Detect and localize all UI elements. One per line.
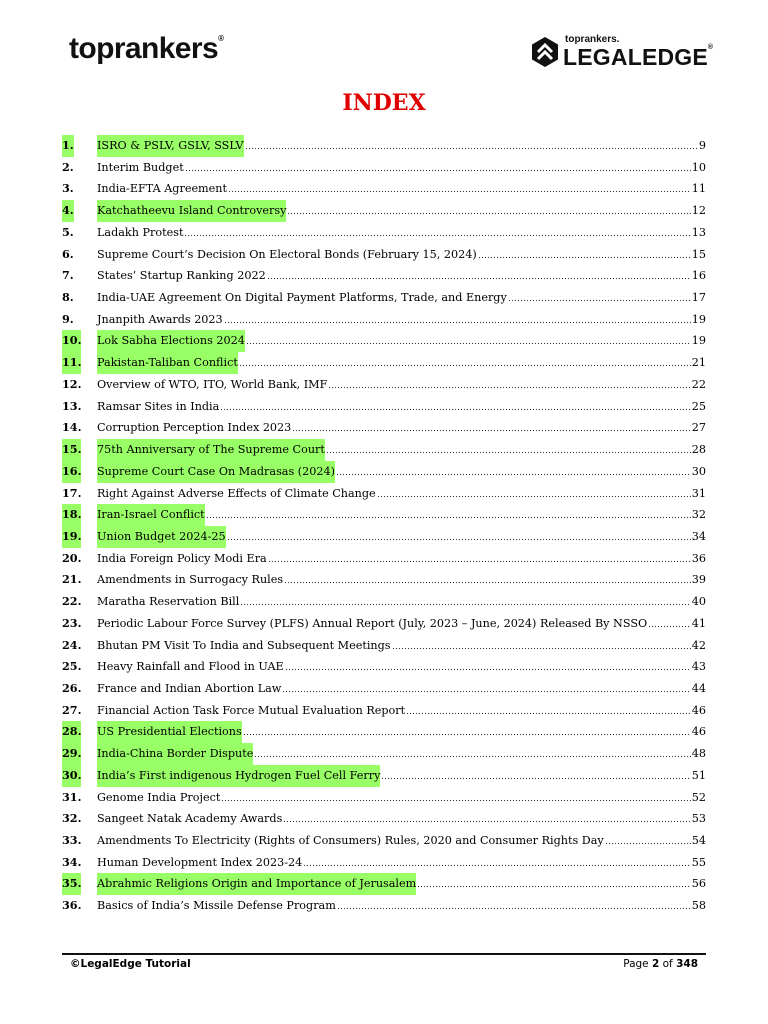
toc-entry-title: Amendments To Electricity (Rights of Consumers) Rules, 2020 and Consumer Rights Day: [97, 834, 604, 847]
toc-entry-number: 19.: [62, 526, 81, 548]
toc-entry-line: [97, 396, 706, 418]
toc-entry-title: Human Development Index 2023-24: [97, 855, 303, 869]
dot-leader: [246, 330, 691, 345]
toc-entry[interactable]: [62, 157, 706, 179]
toc-entry-title: Abrahmic Religions Origin and Importance of Jerusalem: [97, 873, 416, 895]
toc-entry-number: 6.: [62, 246, 74, 261]
toc-entry-page: 10: [691, 160, 706, 174]
toc-entry-line: [97, 504, 706, 526]
toc-entry-page: 25: [691, 399, 706, 413]
dot-leader: [227, 526, 691, 541]
toc-entry-number: 17.: [62, 485, 82, 500]
dot-leader: [328, 374, 690, 389]
toc-entry-number: 20.: [62, 550, 82, 565]
toc-entry-line: [97, 591, 706, 613]
toc-entry-title: Bhutan PM Visit To India and Subsequent Meetings: [97, 638, 391, 652]
legaledge-logo: [532, 34, 712, 72]
toc-entry-number: 25.: [62, 659, 82, 674]
footer-page-number: [623, 958, 698, 970]
dot-leader: [381, 765, 690, 780]
toc-entry-page: 44: [691, 681, 706, 695]
toc-entry-title: Katchatheevu Island Controversy: [97, 200, 286, 222]
toc-entry-title: India-UAE Agreement On Digital Payment Platforms, Trade, and Energy: [97, 291, 507, 305]
toc-entry-line: [97, 895, 706, 917]
toc-entry[interactable]: [62, 591, 706, 613]
toc-entry-page: 9: [698, 139, 706, 152]
toc-entry-page: 19: [691, 334, 706, 348]
dot-leader: [605, 830, 691, 845]
toc-entry-title: Heavy Rainfall and Flood in UAE: [97, 660, 284, 674]
legaledge-badge-icon: [532, 37, 558, 67]
dot-leader: [284, 569, 691, 584]
registered-mark-icon: ®: [707, 44, 714, 51]
toc-entry-page: 42: [691, 638, 706, 652]
toc-entry-number: 30.: [62, 765, 81, 787]
toc-entry[interactable]: [62, 852, 706, 874]
toc-entry-title: India-EFTA Agreement: [97, 182, 227, 196]
toc-entry-number: 31.: [62, 789, 82, 804]
toc-entry-page: 51: [691, 768, 706, 782]
toc-entry-line: [97, 700, 706, 722]
table-of-contents: [62, 135, 706, 917]
footer-copyright: ©LegalEdge Tutorial: [70, 958, 191, 970]
toc-entry-line: [97, 222, 706, 244]
toc-entry-page: 28: [691, 443, 706, 457]
toc-entry-number: 27.: [62, 702, 82, 717]
toc-entry[interactable]: [62, 330, 706, 352]
toc-entry-title: France and Indian Abortion Law: [97, 681, 282, 695]
toc-entry-page: 48: [691, 747, 706, 761]
page-total: 348: [676, 958, 698, 970]
toc-entry-line: [97, 309, 706, 331]
toc-entry[interactable]: [62, 374, 706, 396]
toc-entry-line: [97, 656, 706, 678]
toc-entry-line: [97, 526, 706, 548]
toc-entry[interactable]: [62, 461, 706, 483]
toc-entry-number: 23.: [62, 615, 82, 630]
toc-entry-title: Corruption Perception Index 2023: [97, 421, 292, 435]
toc-entry-line: [97, 200, 706, 222]
toc-entry-number: 3.: [62, 181, 74, 196]
logo-subtext: toprankers.: [565, 34, 620, 45]
toc-entry-page: 39: [691, 573, 706, 587]
toc-entry-title: Pakistan-Taliban Conflict: [97, 352, 238, 374]
dot-leader: [337, 895, 691, 910]
toc-entry[interactable]: [62, 830, 706, 852]
toc-entry-line: [97, 461, 706, 483]
toc-entry-title: Supreme Court Case On Madrasas (2024): [97, 461, 335, 483]
toc-entry-line: [97, 157, 706, 179]
toc-entry-line: [97, 178, 706, 200]
toc-entry-page: 22: [691, 377, 706, 391]
toc-entry-line: [97, 765, 706, 787]
toc-entry-page: 27: [691, 421, 706, 435]
page-title: INDEX: [342, 90, 426, 116]
toc-entry-page: 53: [691, 812, 706, 826]
page-separator: of: [659, 958, 677, 970]
toc-entry[interactable]: [62, 244, 706, 266]
toc-entry[interactable]: [62, 222, 706, 244]
dot-leader: [220, 396, 690, 411]
toc-entry-title: Union Budget 2024-25: [97, 526, 226, 548]
toc-entry-page: 15: [691, 247, 706, 261]
toc-entry-line: [97, 721, 706, 743]
dot-leader: [292, 417, 690, 432]
toc-entry[interactable]: [62, 569, 706, 591]
toc-entry-number: 10.: [62, 330, 81, 352]
toc-entry-title: Maratha Reservation Bill: [97, 595, 240, 609]
toc-entry-number: 14.: [62, 420, 82, 435]
toc-entry-page: 54: [691, 834, 706, 847]
toc-entry-page: 30: [691, 464, 706, 478]
toc-entry-page: 19: [691, 312, 706, 326]
toc-entry-page: 40: [691, 595, 706, 609]
toc-entry[interactable]: [62, 743, 706, 765]
toc-entry-title: Interim Budget: [97, 160, 184, 174]
dot-leader: [417, 873, 691, 888]
toc-entry-title: Basics of India’s Missile Defense Program: [97, 899, 336, 913]
dot-leader: [303, 852, 690, 867]
registered-mark-icon: ®: [218, 34, 224, 43]
toc-entry-title: India’s First indigenous Hydrogen Fuel Cell Ferry: [97, 765, 380, 787]
toc-entry-page: 11: [691, 182, 706, 196]
toc-entry-line: [97, 352, 706, 374]
dot-leader: [326, 439, 691, 454]
dot-leader: [508, 287, 691, 302]
toc-entry-title: Overview of WTO, ITO, World Bank, IMF: [97, 377, 328, 391]
dot-leader: [254, 743, 690, 758]
dot-leader: [478, 244, 691, 259]
toc-entry-title: India-China Border Dispute: [97, 743, 253, 765]
toc-entry[interactable]: [62, 309, 706, 331]
toc-entry[interactable]: [62, 396, 706, 418]
toc-entry-number: 33.: [62, 833, 82, 847]
toc-entry-page: 43: [691, 660, 706, 674]
toc-entry-line: [97, 569, 706, 591]
dot-leader: [392, 635, 691, 650]
toc-entry-title: Right Against Adverse Effects of Climate Change: [97, 486, 376, 500]
logo-text: toprankers: [69, 32, 219, 65]
dot-leader: [282, 678, 690, 693]
toc-entry-line: [97, 287, 706, 309]
toc-entry-number: 2.: [62, 159, 74, 174]
dot-leader: [377, 483, 691, 498]
dot-leader: [283, 808, 690, 823]
toc-entry-page: 55: [691, 855, 706, 869]
toc-entry-number: 22.: [62, 594, 82, 609]
toc-entry-number: 7.: [62, 268, 74, 283]
toc-entry[interactable]: [62, 135, 706, 157]
page-current: 2: [651, 958, 660, 970]
toc-entry[interactable]: [62, 439, 706, 461]
toc-entry-page: 36: [691, 551, 706, 565]
toc-entry-line: [97, 613, 706, 635]
toc-entry-title: Ladakh Protest: [97, 225, 184, 239]
dot-leader: [185, 157, 691, 172]
toc-entry-number: 16.: [62, 461, 81, 483]
dot-leader: [285, 656, 691, 671]
toc-entry-page: 31: [691, 486, 706, 500]
toc-entry-number: 28.: [62, 721, 81, 743]
toc-entry-line: [97, 808, 706, 830]
toprankers-logo: [69, 32, 223, 66]
toc-entry-page: 56: [691, 877, 706, 891]
toc-entry-line: [97, 678, 706, 700]
toc-entry-page: 12: [691, 204, 706, 218]
toc-entry-line: [97, 330, 706, 352]
toc-entry-number: 36.: [62, 898, 82, 913]
toc-entry[interactable]: [62, 678, 706, 700]
toc-entry-page: 13: [691, 225, 706, 239]
toc-entry[interactable]: [62, 700, 706, 722]
toc-entry[interactable]: [62, 873, 706, 895]
toc-entry-number: 5.: [62, 224, 74, 239]
toc-entry-title: Sangeet Natak Academy Awards: [97, 812, 283, 826]
toc-entry-number: 8.: [62, 290, 74, 305]
toc-entry-line: [97, 852, 706, 874]
toc-entry[interactable]: [62, 635, 706, 657]
dot-leader: [224, 309, 691, 324]
toc-entry-title: India Foreign Policy Modi Era: [97, 551, 267, 565]
toc-entry-page: 21: [691, 356, 706, 370]
dot-leader: [648, 613, 691, 628]
toc-entry[interactable]: [62, 483, 706, 505]
toc-entry[interactable]: [62, 526, 706, 548]
toc-entry-title: Financial Action Task Force Mutual Evaluation Report: [97, 703, 406, 717]
toc-entry-line: [97, 374, 706, 396]
toc-entry-title: Genome India Project: [97, 790, 221, 804]
toc-entry-line: [97, 635, 706, 657]
toc-entry-title: 75th Anniversary of The Supreme Court: [97, 439, 325, 461]
dot-leader: [268, 548, 691, 563]
toc-entry-page: 34: [691, 529, 706, 543]
toc-entry-line: [97, 265, 706, 287]
toc-entry-page: 41: [691, 616, 706, 630]
toc-entry[interactable]: [62, 417, 706, 439]
page-prefix: Page: [623, 958, 652, 970]
dot-leader: [245, 135, 698, 150]
logo-brand-name: LEGALEDGE: [563, 44, 708, 70]
dot-leader: [267, 265, 691, 280]
dot-leader: [206, 504, 691, 519]
toc-entry[interactable]: [62, 548, 706, 570]
footer-divider: [62, 953, 706, 955]
toc-entry-page: 58: [691, 899, 706, 913]
toc-entry[interactable]: [62, 895, 706, 917]
toc-entry-page: 16: [691, 269, 706, 283]
toc-entry[interactable]: [62, 178, 706, 200]
toc-entry[interactable]: [62, 265, 706, 287]
toc-entry-title: Periodic Labour Force Survey (PLFS) Annual Report (July, 2023 – June, 2024) Released By NSSO: [97, 616, 648, 630]
toc-entry-number: 4.: [62, 200, 74, 222]
dot-leader: [239, 352, 691, 367]
toc-entry-title: Ramsar Sites in India: [97, 399, 220, 413]
logo-brand-text: [563, 44, 713, 71]
toc-entry-title: US Presidential Elections: [97, 721, 242, 743]
toc-entry-title: Lok Sabha Elections 2024: [97, 330, 245, 352]
toc-entry-line: [97, 483, 706, 505]
toc-entry-number: 18.: [62, 504, 81, 526]
toc-entry-line: [97, 439, 706, 461]
toc-entry-number: 9.: [62, 311, 74, 326]
dot-leader: [240, 591, 690, 606]
toc-entry-number: 12.: [62, 376, 82, 391]
dot-leader: [336, 461, 691, 476]
toc-entry-page: 32: [691, 508, 706, 522]
toc-entry-line: [97, 830, 706, 852]
toc-entry[interactable]: [62, 808, 706, 830]
toc-entry[interactable]: [62, 656, 706, 678]
toc-entry[interactable]: [62, 787, 706, 809]
toc-entry-number: 24.: [62, 637, 82, 652]
toc-entry-page: 52: [691, 790, 706, 804]
toc-entry-line: [97, 244, 706, 266]
dot-leader: [221, 787, 690, 802]
toc-entry-number: 29.: [62, 743, 81, 765]
toc-entry-number: 13.: [62, 398, 82, 413]
toc-entry[interactable]: [62, 721, 706, 743]
toc-entry-title: ISRO & PSLV, GSLV, SSLV: [97, 135, 244, 157]
dot-leader: [406, 700, 691, 715]
toc-entry-number: 34.: [62, 854, 82, 869]
toc-entry-page: 17: [691, 291, 706, 305]
toc-entry-number: 21.: [62, 572, 82, 587]
toc-entry-number: 11.: [62, 352, 81, 374]
toc-entry-number: 15.: [62, 439, 81, 461]
toc-entry-number: 32.: [62, 811, 82, 826]
toc-entry[interactable]: [62, 613, 706, 635]
toc-entry-line: [97, 743, 706, 765]
toc-entry-title: Supreme Court’s Decision On Electoral Bonds (February 15, 2024): [97, 247, 477, 261]
toc-entry[interactable]: [62, 504, 706, 526]
dot-leader: [228, 178, 691, 193]
toc-entry-page: 46: [691, 703, 706, 717]
toc-entry-number: 35.: [62, 873, 81, 895]
toc-entry-page: 46: [691, 725, 706, 739]
toc-entry-title: Iran-Israel Conflict: [97, 504, 205, 526]
toc-entry[interactable]: [62, 287, 706, 309]
dot-leader: [243, 721, 691, 736]
toc-entry-line: [97, 548, 706, 570]
toc-entry-line: [97, 417, 706, 439]
toc-entry-line: [97, 873, 706, 895]
toc-entry-number: 1.: [62, 135, 74, 157]
toc-entry[interactable]: [62, 352, 706, 374]
toc-entry-line: [97, 135, 706, 157]
toc-entry[interactable]: [62, 765, 706, 787]
toc-entry-title: Jnanpith Awards 2023: [97, 312, 223, 326]
dot-leader: [184, 222, 690, 237]
toc-entry[interactable]: [62, 200, 706, 222]
dot-leader: [287, 200, 690, 215]
toc-entry-line: [97, 787, 706, 809]
toc-entry-number: 26.: [62, 680, 82, 695]
toc-entry-title: States’ Startup Ranking 2022: [97, 269, 266, 283]
toc-entry-title: Amendments in Surrogacy Rules: [97, 573, 284, 587]
